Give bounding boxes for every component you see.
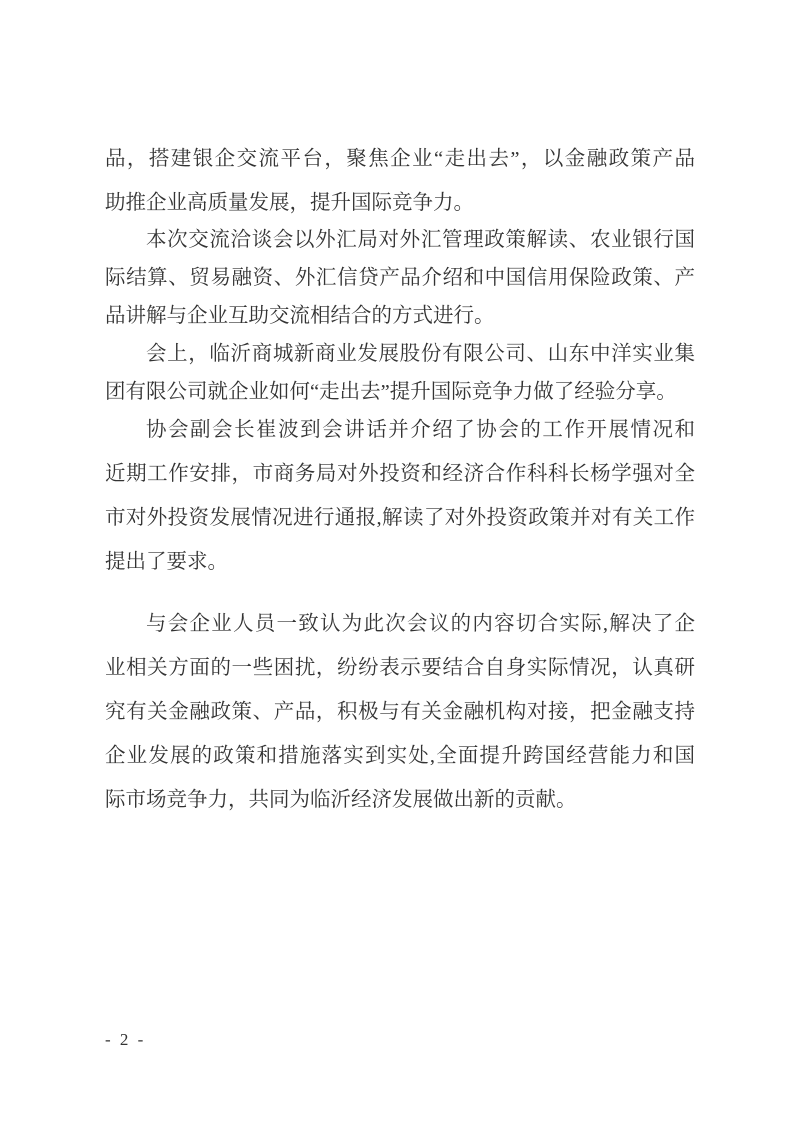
text-line: 提出了要求。 xyxy=(105,551,228,573)
paragraph xyxy=(105,221,695,335)
paragraph xyxy=(105,335,695,411)
text-line: 际市场竞争力，共同为临沂经济发展做出新的贡献。 xyxy=(105,789,577,811)
paragraph xyxy=(105,137,695,225)
text-line: 本次交流洽谈会以外汇局对外汇管理政策解读、农业银行国 xyxy=(146,229,695,251)
document-body xyxy=(105,137,695,822)
text-line: 业相关方面的一些困扰，纷纷表示要结合自身实际情况，认真研 xyxy=(105,657,695,679)
text-line: 近期工作安排，市商务局对外投资和经济合作科科长杨学强对全 xyxy=(105,463,695,485)
text-line: 助推企业高质量发展，提升国际竞争力。 xyxy=(105,192,474,214)
text-line: 际结算、贸易融资、外汇信贷产品介绍和中国信用保险政策、产 xyxy=(105,267,695,289)
text-line: 与会企业人员一致认为此次会议的内容切合实际,解决了企 xyxy=(146,613,695,635)
paragraph xyxy=(105,408,695,584)
text-line: 企业发展的政策和措施落实到实处,全面提升跨国经营能力和国 xyxy=(105,745,695,767)
paragraph xyxy=(105,602,695,822)
text-line: 品，搭建银企交流平台，聚焦企业“走出去”，以金融政策产品 xyxy=(105,148,695,170)
text-line: 品讲解与企业互助交流相结合的方式进行。 xyxy=(105,305,495,327)
page-number: - 2 - xyxy=(105,1030,144,1049)
text-line: 团有限公司就企业如何“走出去”提升国际竞争力做了经验分享。 xyxy=(105,381,677,403)
text-line: 市对外投资发展情况进行通报,解读了对外投资政策并对有关工作 xyxy=(105,507,695,529)
text-line: 会上，临沂商城新商业发展股份有限公司、山东中洋实业集 xyxy=(146,343,695,365)
text-line: 究有关金融政策、产品，积极与有关金融机构对接，把金融支持 xyxy=(105,701,695,723)
text-line: 协会副会长崔波到会讲话并介绍了协会的工作开展情况和 xyxy=(146,419,695,441)
